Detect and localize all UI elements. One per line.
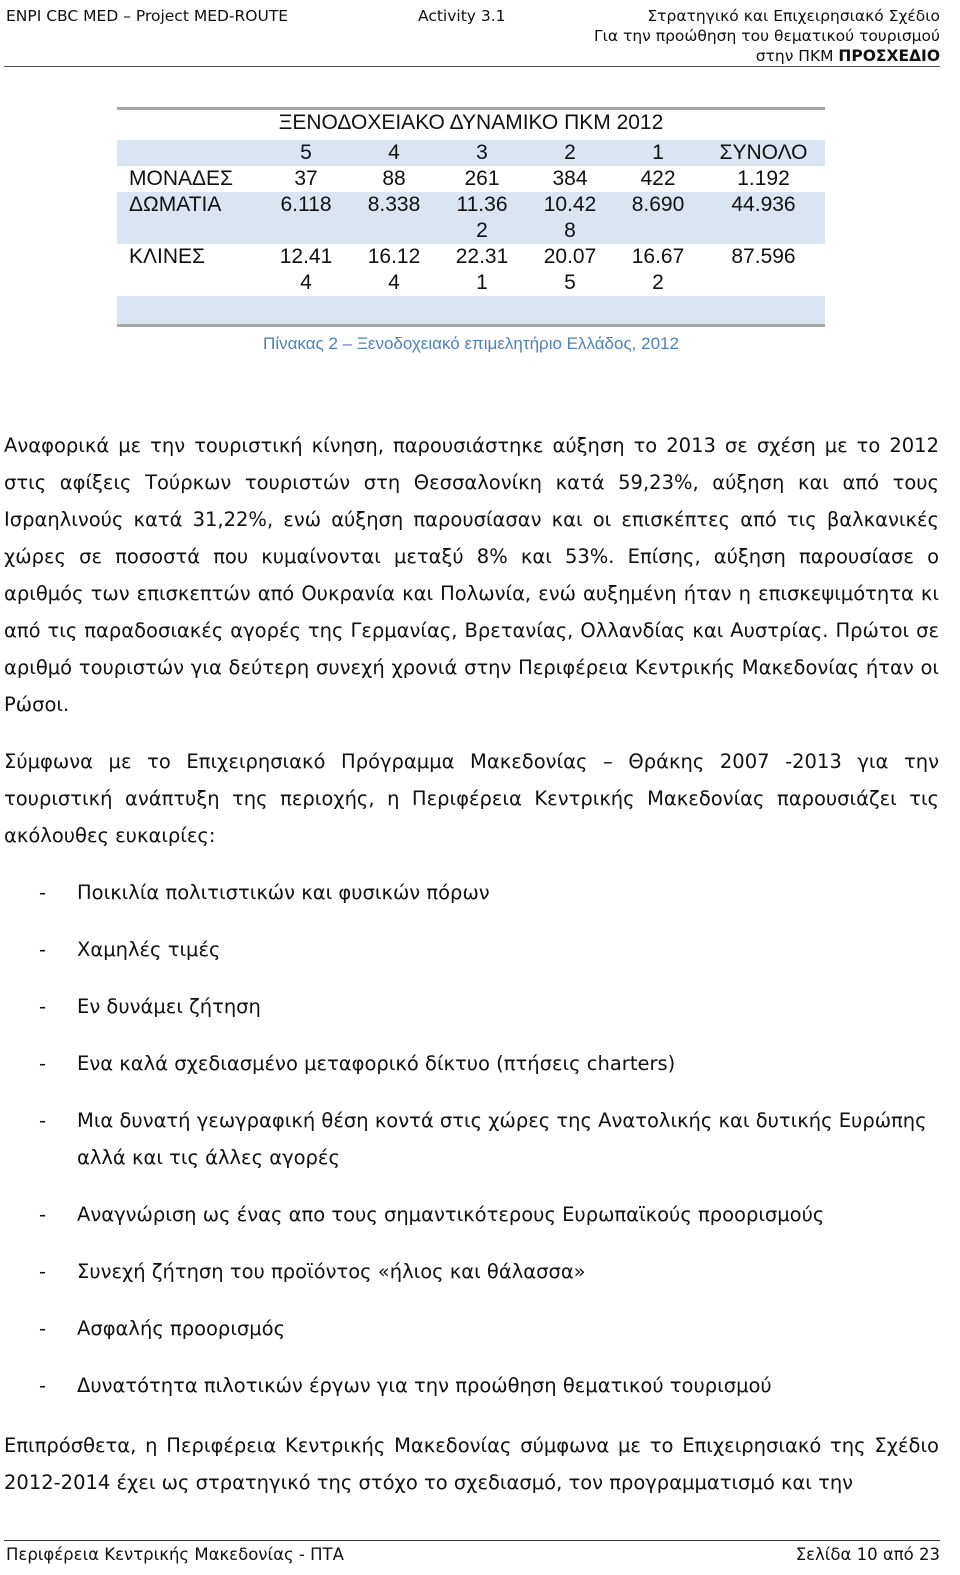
table-cell: 8.690: [631, 193, 685, 216]
row-label: ΚΛΙΝΕΣ: [129, 245, 206, 268]
list-item: [0, 1045, 945, 1082]
list-item-text: Εν δυνάμει ζήτηση: [77, 995, 261, 1018]
activity-label: Activity 3.1: [418, 7, 506, 25]
list-item: [0, 931, 945, 968]
list-item-text: Αναγνώριση ως ένας απο τους σημαντικότερους Ευρωπαϊκούς προορισμούς: [77, 1203, 825, 1226]
table-cell: 16.67 2: [631, 245, 685, 294]
table-cell: 16.12 4: [367, 245, 421, 294]
row-label: ΔΩΜΑΤΙΑ: [129, 193, 222, 216]
list-item: [0, 988, 945, 1025]
table-row: [117, 192, 825, 244]
paragraph-opportunities-intro: Σύμφωνα με το Επιχειρησιακό Πρόγραμμα Μακεδονίας – Θράκης 2007 -2013 για την τουριστική ανάπτυξη της περιοχής, η Περιφέρεια Κεντρικής Μακεδονίας παρουσιάζει τις ακόλουθες ευκαιρίες:: [4, 750, 939, 847]
table-cell: 1.192: [737, 167, 790, 190]
bullet-dash: -: [39, 938, 47, 961]
list-item-text: Ασφαλής προορισμός: [77, 1317, 286, 1340]
table-cell: 37: [294, 167, 318, 190]
list-item-text: Μια δυνατή γεωγραφική θέση κοντά στις χώρες της Ανατολικής και δυτικής Ευρώπης αλλά και τις άλλες αγορές: [77, 1109, 927, 1169]
table-cell: 12.41 4: [279, 245, 333, 294]
column-header: ΣΥΝΟΛΟ: [719, 141, 808, 164]
table-cell: 22.31 1: [455, 245, 509, 294]
list-item-text: Χαμηλές τιμές: [77, 938, 221, 961]
draft-label: ΠΡΟΣΧΕΔΙΟ: [838, 47, 940, 65]
table-cell: 6.118: [280, 193, 332, 216]
table-cell: 10.42 8: [543, 193, 597, 242]
hotel-capacity-table: [117, 107, 825, 327]
table-header-row: [117, 140, 825, 166]
list-item-text: Δυνατότητα πιλοτικών έργων για την προώθηση θεματικού τουρισμού: [77, 1374, 772, 1397]
table-cell: 87.596: [731, 245, 796, 268]
table-cell: 8.338: [367, 193, 421, 216]
doc-title-line-2: Για την προώθηση του θεματικού τουρισμού: [593, 27, 940, 45]
column-header: 5: [300, 141, 312, 164]
opportunities-list: [0, 874, 945, 1424]
list-item: [0, 1102, 945, 1176]
column-header: 3: [476, 141, 488, 164]
list-item-text: Ποικιλία πολιτιστικών και φυσικών πόρων: [77, 881, 490, 904]
row-label: ΜΟΝΑΔΕΣ: [129, 167, 234, 190]
column-header: 4: [388, 141, 400, 164]
list-item: [0, 1367, 945, 1404]
table-cell: 422: [640, 167, 676, 190]
list-item: [0, 1253, 945, 1290]
table-cell: 20.07 5: [543, 245, 597, 294]
list-item: [0, 1196, 945, 1233]
bullet-dash: -: [39, 1374, 47, 1397]
project-name: ENPI CBC MED – Project MED-ROUTE: [6, 7, 289, 25]
paragraph-strategy: Επιπρόσθετα, η Περιφέρεια Κεντρικής Μακεδονίας σύμφωνα με το Επιχειρησιακό της Σχέδιο 2012-2014 έχει ως στρατηγικό της στόχο το σχεδιασμό, τον προγραμματισμό και την: [4, 1434, 939, 1494]
table-caption: Πίνακας 2 – Ξενοδοχειακό επιμελητήριο Ελλάδος, 2012: [263, 334, 679, 353]
bullet-dash: -: [39, 881, 47, 904]
doc-title-prefix: στην ΠΚΜ: [755, 47, 834, 65]
table-cell: 261: [464, 167, 500, 190]
list-item-text: Ενα καλά σχεδιασμένο μεταφορικό δίκτυο (πτήσεις charters): [77, 1052, 676, 1075]
paragraph-tourism-flows: Αναφορικά με την τουριστική κίνηση, παρουσιάστηκε αύξηση το 2013 σε σχέση με το 2012 στις αφίξεις Τούρκων τουριστών στη Θεσσαλονίκη κατά 59,23%, αύξηση και από τους Ισραηλινούς κατά 31,22%, ενώ αύξηση παρουσίασαν και οι επισκέπτες από τις βαλκανικές χώρες σε ποσοστά που κυμαίνονται μεταξύ 8% και 53%. Επίσης, αύξηση παρουσίασε ο αριθμός των επισκεπτών από Ουκρανία και Πολωνία, ενώ αυξημένη ήταν η επισκεψιμότητα κι από τις παραδοσιακές αγορές της Γερμανίας, Βρετανίας, Ολλανδίας και Αυστρίας. Πρώτοι σε αριθμό τουριστών για δεύτερη συνεχή χρονιά στην Περιφέρεια Κεντρικής Μακεδονίας ήταν οι Ρώσοι.: [4, 434, 939, 716]
table-row: [117, 244, 825, 296]
list-item: [0, 874, 945, 911]
list-item: [0, 1310, 945, 1347]
document-title: [594, 6, 940, 66]
doc-title-line-1: Στρατηγικό και Επιχειρησιακό Σχέδιο: [647, 7, 940, 25]
bullet-dash: -: [39, 1109, 47, 1132]
list-item-text: Συνεχή ζήτηση του προϊόντος «ήλιος και θάλασσα»: [77, 1260, 586, 1283]
table-cell: 88: [382, 167, 406, 190]
table-cell: 44.936: [731, 193, 796, 216]
bullet-dash: -: [39, 1260, 47, 1283]
column-header: 1: [652, 141, 664, 164]
bullet-dash: -: [39, 1317, 47, 1340]
table-cell: 11.36 2: [456, 193, 508, 242]
table-row: [117, 166, 825, 192]
column-header: 2: [564, 141, 576, 164]
doc-title-line-3: [594, 46, 940, 66]
footer-organization: Περιφέρεια Κεντρικής Μακεδονίας - ΠΤΑ: [6, 1545, 344, 1564]
bullet-dash: -: [39, 1052, 47, 1075]
page-number: Σελίδα 10 από 23: [795, 1545, 940, 1564]
table-cell: 384: [552, 167, 588, 190]
table-bottom-band: [117, 296, 825, 327]
bullet-dash: -: [39, 995, 47, 1018]
table-title: ΞΕΝΟΔΟΧΕΙΑΚΟ ΔΥΝΑΜΙΚΟ ΠΚΜ 2012: [278, 111, 664, 134]
page-header: [4, 4, 940, 67]
page-footer: [4, 1540, 940, 1564]
bullet-dash: -: [39, 1203, 47, 1226]
